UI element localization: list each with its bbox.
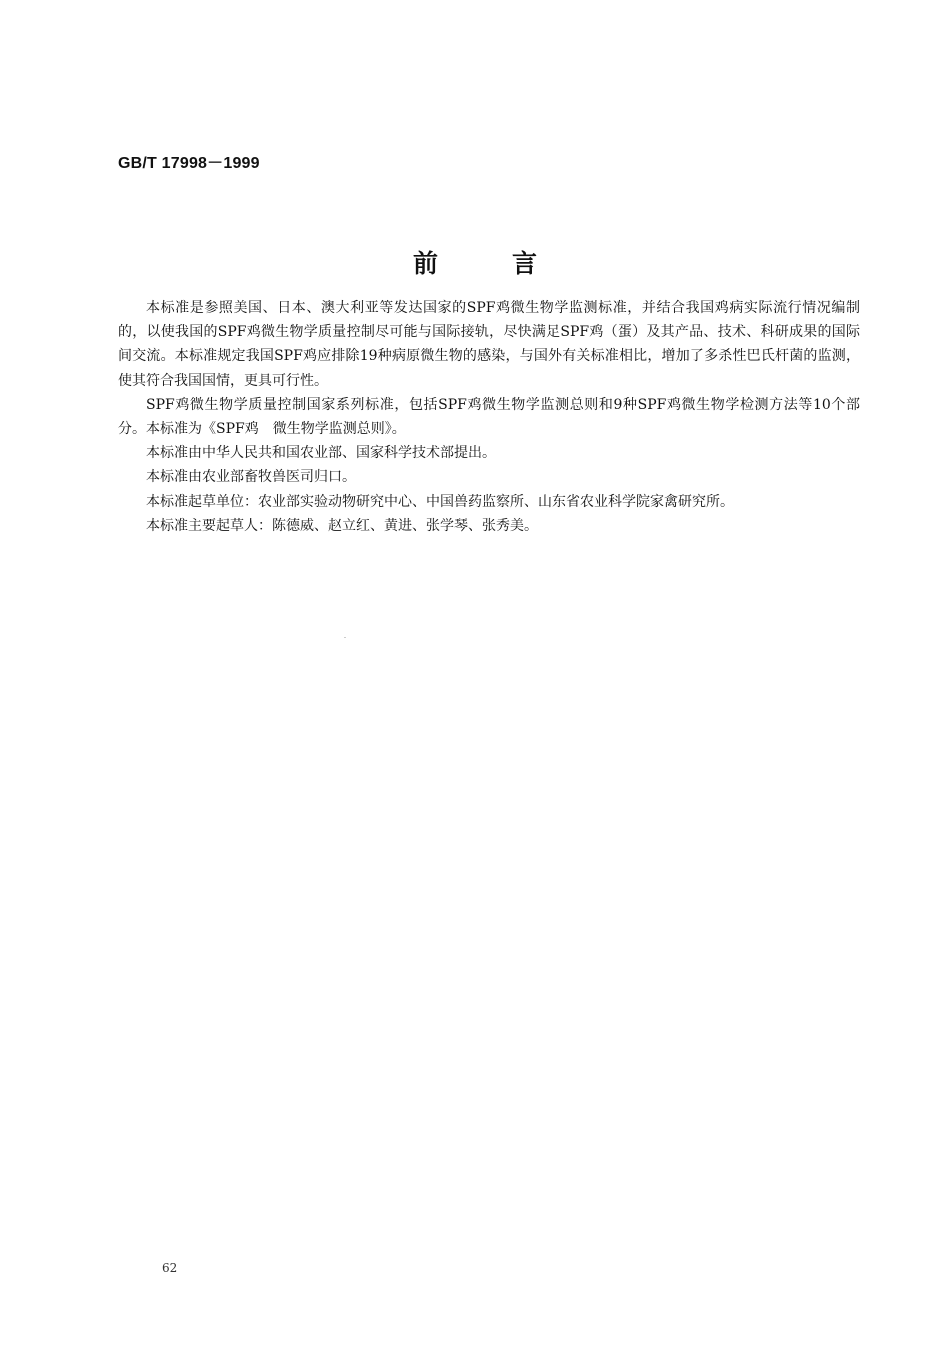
page-number: 62 [162, 1261, 178, 1275]
paragraph: 本标准由中华人民共和国农业部、国家科学技术部提出。 [146, 445, 496, 462]
paragraph: 本标准起草单位：农业部实验动物研究中心、中国兽药监察所、山东省农业科学院家禽研究所。 [146, 493, 734, 510]
paragraph: 本标准由农业部畜牧兽医司归口。 [146, 469, 356, 486]
foreword-body [118, 296, 860, 538]
paragraph: 本标准主要起草人：陈德威、赵立红、黄进、张学琴、张秀美。 [146, 517, 538, 534]
paragraph: 本标准是参照美国、日本、澳大利亚等发达国家的SPF鸡微生物学监测标准，并结合我国鸡病实际流行情况编制的，以使我国的SPF鸡微生物学质量控制尽可能与国际接轨，尽快满足SPF鸡（蛋）及其产品、技术、科研成果的国际间交流。本标准规定我国SPF鸡应排除19种病原微生物的感染，与国外有关标准相比，增加了多杀性巴氏杆菌的监测，使其符合我国国情，更具可行性。 [118, 300, 860, 389]
paragraph: SPF鸡微生物学质量控制国家系列标准，包括SPF鸡微生物学监测总则和9种SPF鸡微生物学检测方法等10个部分。本标准为《SPF鸡 微生物学监测总则》。 [118, 396, 860, 438]
scan-speck [344, 637, 346, 638]
standard-code: GB/T 17998－1999 [118, 155, 260, 172]
section-title: 前言 [412, 249, 611, 278]
